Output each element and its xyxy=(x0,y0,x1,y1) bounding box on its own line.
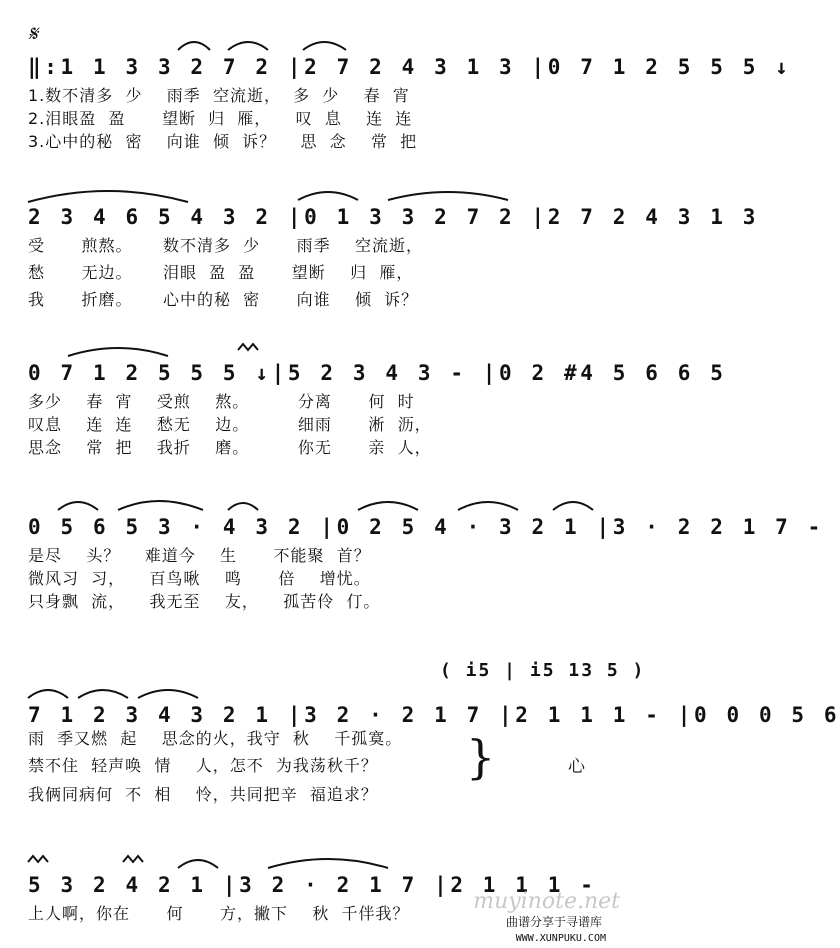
watermark: muyinote.net xyxy=(473,889,620,914)
lyric-verse-1: 雨 季又燃 起 思念的火，我守 秋 千孤寞。 xyxy=(28,729,403,748)
slur-marks xyxy=(28,848,618,872)
brace-lyric: 心 xyxy=(568,757,585,777)
lyric-verse-3: 3.心中的秘 密 向谁 倾 诉？ 思 念 常 把 xyxy=(28,132,418,151)
notes-line: 5 3 2 4 2 1 |3 2 · 2 1 7 |2 1 1 1 - xyxy=(28,873,597,897)
lyric-verse-1: 上人啊，你在 何 方，撇下 秋 千伴我？ xyxy=(28,904,410,923)
verse-brace: } xyxy=(466,730,496,784)
lyric-verse-2: 禁不住 轻声唤 情 人，怎不 为我荡秋千？ xyxy=(28,756,378,775)
site-credit-url: WWW.XUNPUKU.COM xyxy=(515,933,606,944)
lyric-verse-3: 思念 常 把 我折 磨。 你无 亲 人， xyxy=(28,438,432,457)
notes-line: ‖:1 1 3 3 2 7 2 |2 7 2 4 3 1 3 |0 7 1 2 5 5 5 ↓ xyxy=(28,55,792,79)
notes-line: 2 3 4 6 5 4 3 2 |0 1 3 3 2 7 2 |2 7 2 4 3 1 3 xyxy=(28,205,759,229)
lyric-verse-2: 2.泪眼盈 盈 望断 归 雁， 叹 息 连 连 xyxy=(28,109,413,128)
lyric-verse-3: 我俩同病何 不 相 怜，共同把辛 福追求？ xyxy=(28,785,378,804)
lyric-verse-1: 是尽 头？ 难道今 生 不能聚 首？ xyxy=(28,546,371,565)
lyric-verse-1: 1.数不清多 少 雨季 空流逝， 多 少 春 宵 xyxy=(28,86,410,105)
slur-marks xyxy=(28,678,618,702)
lyric-verse-2: 叹息 连 连 愁无 边。 细雨 淅 沥， xyxy=(28,415,432,434)
lyric-verse-3: 只身飘 流， 我无至 友， 孤苦伶 仃。 xyxy=(28,592,381,611)
lyric-verse-1: 受 煎熬。 数不清多 少 雨季 空流逝， xyxy=(28,236,423,255)
site-credit-cn: 曲谱分享于寻谱库 xyxy=(505,915,602,929)
segno-sign: 𝄋 xyxy=(28,22,38,47)
notes-line: 7 1 2 3 4 3 2 1 |3 2 · 2 1 7 |2 1 1 1 - |0 0 0 5 6 xyxy=(28,703,840,727)
repeat-hint-notes: ( i5 | i5 13 5 ) xyxy=(440,660,646,681)
lyric-verse-3: 我 折磨。 心中的秘 密 向谁 倾 诉？ xyxy=(28,290,419,309)
slur-marks xyxy=(28,30,618,54)
lyric-verse-2: 微风习 习， 百鸟啾 鸣 倍 增忧。 xyxy=(28,569,371,588)
slur-marks xyxy=(28,490,618,514)
slur-marks xyxy=(28,180,618,204)
notes-line: 0 7 1 2 5 5 5 ↓|5 2 3 4 3 - |0 2 #4 5 6 6 5 xyxy=(28,361,727,385)
lyric-verse-1: 多少 春 宵 受煎 熬。 分离 何 时 xyxy=(28,392,415,411)
lyric-verse-2: 愁 无边。 泪眼 盈 盈 望断 归 雁， xyxy=(28,263,414,282)
slur-marks xyxy=(28,336,618,360)
notes-line: 0 5 6 5 3 · 4 3 2 |0 2 5 4 · 3 2 1 |3 · 2 2 1 7 - xyxy=(28,515,824,539)
